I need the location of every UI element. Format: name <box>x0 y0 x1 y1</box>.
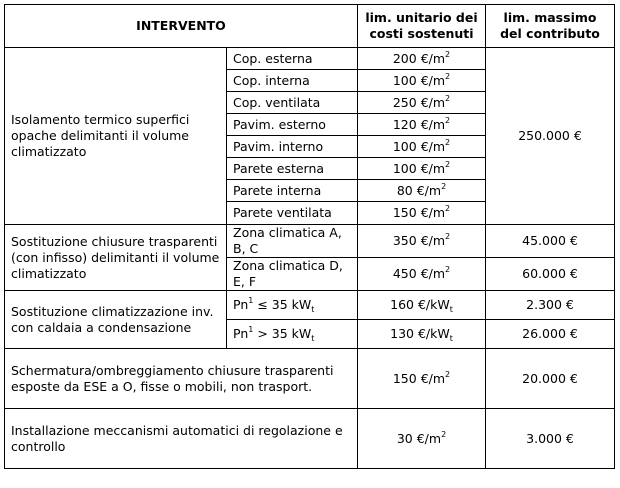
subcategory-cell: $Pn^1 > 35$ $kW_t$ <box>227 320 358 349</box>
subcategory-cell: Pavim. esterno <box>227 114 358 136</box>
table-row <box>5 291 615 320</box>
max-contribution-cell: 26.000 € <box>486 320 615 349</box>
max-contribution-cell: 250.000 € <box>486 48 615 225</box>
subcategory-cell: Parete ventilata <box>227 202 358 225</box>
max-contribution-cell: 20.000 € <box>486 349 615 409</box>
incentive-limits-table <box>4 4 615 469</box>
unit-limit-cell: 100 $€/m^2$ <box>358 70 486 92</box>
category-cell: Sostituzione climatizzazione inv. con caldaia a condensazione <box>5 291 227 349</box>
unit-limit-cell: 80 $€/m^2$ <box>358 180 486 202</box>
header-lim-massimo: lim. massimo del contributo <box>486 5 615 48</box>
unit-limit-cell: 150 $€/m^2$ <box>358 349 486 409</box>
category-cell: Installazione meccanismi automatici di regolazione e controllo <box>5 409 358 469</box>
unit-limit-cell: 130 $€/kW_t$ <box>358 320 486 349</box>
unit-limit-cell: 250 $€/m^2$ <box>358 92 486 114</box>
unit-limit-cell: 200 $€/m^2$ <box>358 48 486 70</box>
header-lim-unitario: lim. unitario dei costi sostenuti <box>358 5 486 48</box>
subcategory-cell: Parete esterna <box>227 158 358 180</box>
subcategory-cell: Zona climatica D, E, F <box>227 258 358 291</box>
subcategory-cell: Cop. esterna <box>227 48 358 70</box>
max-contribution-cell: 60.000 € <box>486 258 615 291</box>
table-row <box>5 225 615 258</box>
unit-limit-cell: 100 $€/m^2$ <box>358 136 486 158</box>
header-row <box>5 5 615 48</box>
max-contribution-cell: 45.000 € <box>486 225 615 258</box>
table-row <box>5 349 615 409</box>
unit-limit-cell: 450 $€/m^2$ <box>358 258 486 291</box>
subcategory-cell: Pavim. interno <box>227 136 358 158</box>
subcategory-cell: Cop. interna <box>227 70 358 92</box>
unit-limit-cell: 120 $€/m^2$ <box>358 114 486 136</box>
subcategory-cell: Zona climatica A, B, C <box>227 225 358 258</box>
unit-limit-cell: 30 $€/m^2$ <box>358 409 486 469</box>
subcategory-cell: Parete interna <box>227 180 358 202</box>
unit-limit-cell: 350 $€/m^2$ <box>358 225 486 258</box>
max-contribution-cell: 2.300 € <box>486 291 615 320</box>
subcategory-cell: Cop. ventilata <box>227 92 358 114</box>
unit-limit-cell: 100 $€/m^2$ <box>358 158 486 180</box>
subcategory-cell: $Pn^1 \le 35$ $kW_t$ <box>227 291 358 320</box>
unit-limit-cell: 160 $€/kW_t$ <box>358 291 486 320</box>
unit-limit-cell: 150 $€/m^2$ <box>358 202 486 225</box>
max-contribution-cell: 3.000 € <box>486 409 615 469</box>
table-row <box>5 48 615 70</box>
category-cell: Isolamento termico superfici opache delimitanti il volume climatizzato <box>5 48 227 225</box>
category-cell: Schermatura/ombreggiamento chiusure trasparenti esposte da ESE a O, fisse o mobili, non trasport. <box>5 349 358 409</box>
category-cell: Sostituzione chiusure trasparenti (con infisso) delimitanti il volume climatizzato <box>5 225 227 291</box>
table-row <box>5 409 615 469</box>
header-intervento: INTERVENTO <box>5 5 358 48</box>
